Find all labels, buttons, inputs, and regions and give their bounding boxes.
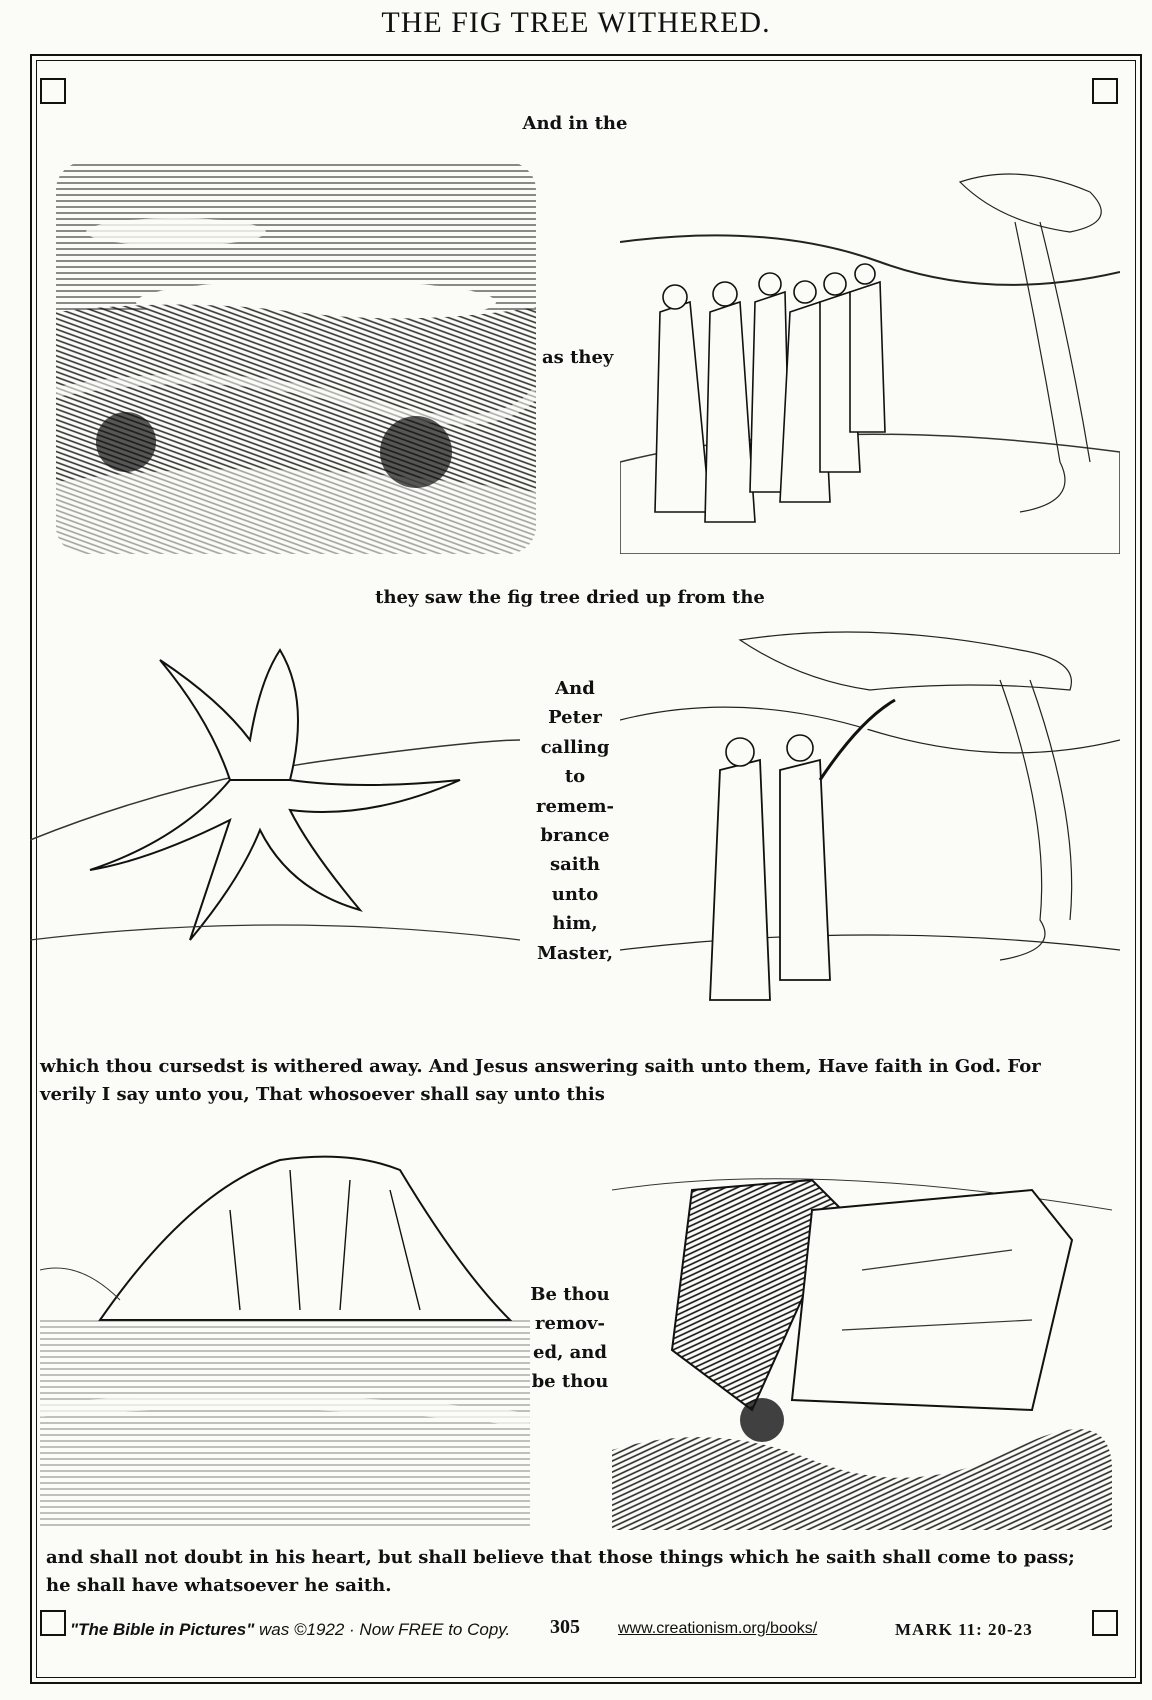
caption-withered-away: which thou cursedst is withered away. And Jesus answering saith unto them, Have faith in God. For verily I say unto you, That whosoever shall say unto this: [40, 1056, 1041, 1105]
page-title: THE FIG TREE WITHERED.: [381, 6, 771, 39]
illustration-withered-roots: [30, 640, 520, 970]
caption-peter-calling: And Peter calling to remem- brance saith unto him, Master,: [536, 678, 614, 964]
caption-not-doubt: and shall not doubt in his heart, but shall believe that those things which he saith shall come to pass; he shall have whatsoever he saith.: [46, 1547, 1075, 1596]
illustration-peter-and-jesus: [620, 620, 1120, 1020]
corner-ornament-bottom-right: [1092, 1610, 1118, 1636]
illustration-morning-landscape: [56, 162, 536, 554]
scripture-reference: MARK 11: 20-23: [895, 1620, 1033, 1639]
corner-ornament-top-right: [1092, 78, 1118, 104]
page-number: 305: [550, 1616, 580, 1638]
source-link[interactable]: www.creationism.org/books/: [618, 1620, 818, 1637]
caption-fig-tree-dried: they saw the fig tree dried up from the: [375, 587, 765, 608]
corner-ornament-bottom-left: [40, 1610, 66, 1636]
illustration-mountain: [40, 1150, 530, 1530]
illustration-disciples-by-fig-tree: [620, 162, 1120, 554]
illustration-mountain-cast-into-sea: [612, 1150, 1112, 1530]
footer-credit: [70, 1620, 510, 1640]
caption-as-they: as they: [542, 347, 614, 368]
caption-morning: And in the: [522, 113, 628, 134]
caption-be-thou-removed: Be thou remov- ed, and be thou: [530, 1284, 610, 1392]
footer-credit-title: "The Bible in Pictures": [70, 1620, 255, 1639]
corner-ornament-top-left: [40, 78, 66, 104]
footer-credit-rest: was ©1922 · Now FREE to Copy.: [254, 1620, 511, 1639]
